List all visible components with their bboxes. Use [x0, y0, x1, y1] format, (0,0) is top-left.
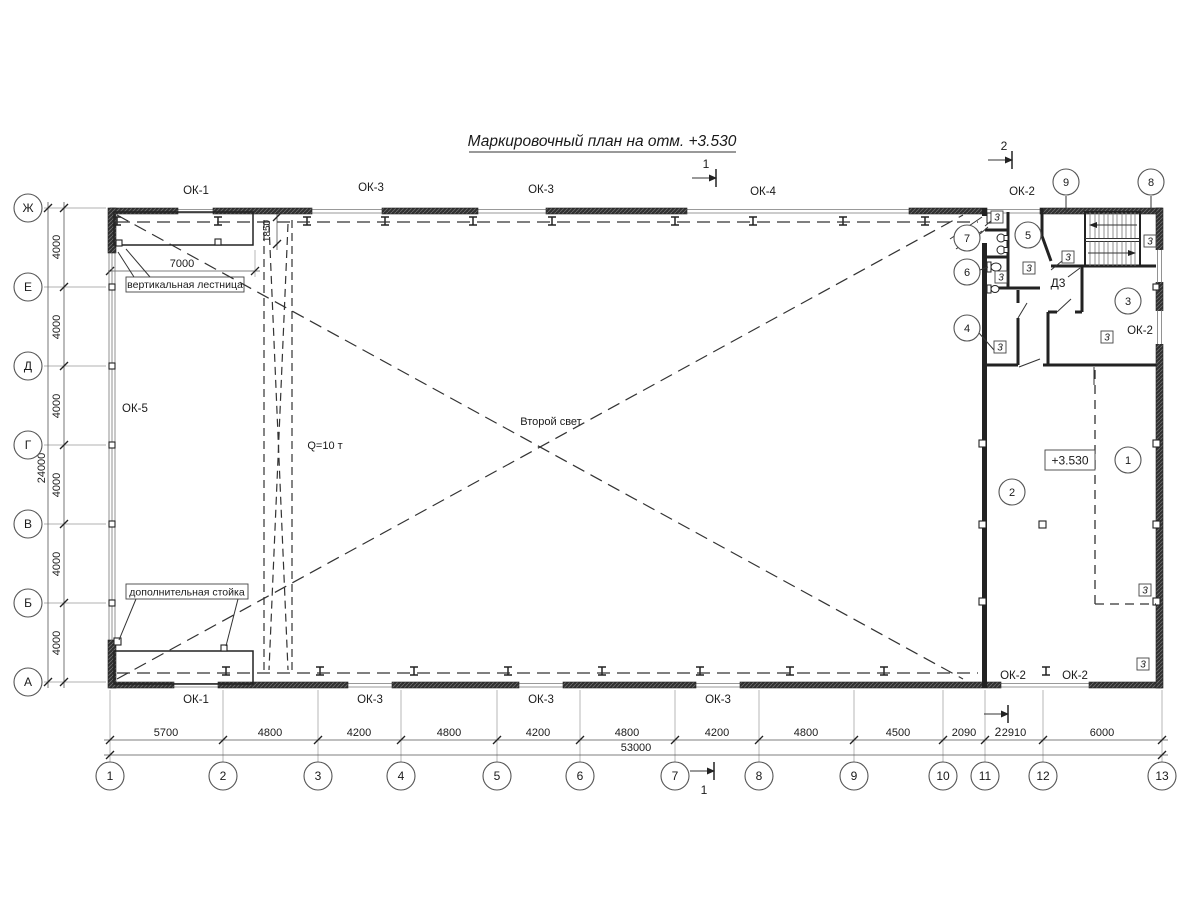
- dim-4800: 4800: [257, 727, 283, 739]
- window-label-ok1-top: ОК-1: [183, 185, 209, 197]
- i-beam-columns-bottom: [222, 667, 1050, 675]
- sink-icon: [987, 285, 991, 293]
- window-label-ok3-top: ОК-3: [358, 182, 384, 194]
- dim-labels-bottom: [154, 727, 1114, 754]
- axis-1: 1: [106, 769, 114, 783]
- dim-4800: 4800: [793, 727, 819, 739]
- window-label-ok2-right: ОК-2: [1127, 325, 1153, 337]
- axis-9: 9: [850, 769, 858, 783]
- title-block: [468, 133, 737, 152]
- window-label-ok2-top: ОК-2: [1009, 186, 1035, 198]
- dim-2090: 2090: [951, 727, 977, 739]
- window-label-ok1-bottom: ОК-1: [183, 694, 209, 706]
- panel-mark-3: 3: [1147, 236, 1153, 248]
- section-1-label: 1: [702, 157, 710, 171]
- hall-dashed-lines: [117, 215, 978, 679]
- axis-bubbles-bottom: [96, 762, 1176, 790]
- axis-10: 10: [936, 769, 950, 783]
- elevation-label: +3.530: [1051, 453, 1089, 468]
- elevation-mark: [1045, 450, 1095, 470]
- axis-13: 13: [1155, 769, 1169, 783]
- axis-3: 3: [314, 769, 322, 783]
- axis-5: 5: [493, 769, 501, 783]
- window-label-ok5-left: ОК-5: [122, 403, 148, 415]
- position-5: 5: [1024, 230, 1032, 242]
- door-mark-label: Д3: [1050, 276, 1066, 290]
- axis-8: 8: [755, 769, 763, 783]
- dim-total-24000: 24000: [36, 452, 48, 484]
- section-2-label: 2: [994, 725, 1002, 739]
- dim-1850: [262, 213, 281, 250]
- panel-mark-3: 3: [1065, 252, 1071, 264]
- panel-mark-3: 3: [998, 272, 1004, 284]
- extra-post-label: дополнительная стойка: [129, 586, 245, 599]
- axis-6: 6: [576, 769, 584, 783]
- axis-11: 11: [978, 769, 992, 783]
- staircase: [1085, 212, 1140, 266]
- panel-mark-3: 3: [1104, 332, 1110, 344]
- dim-total-53000: 53000: [620, 742, 652, 754]
- position-8: 8: [1147, 177, 1155, 189]
- axis-bubbles-left: [14, 194, 42, 696]
- wall-posts: [109, 284, 1160, 606]
- window-label-ok4-top: ОК-4: [750, 186, 776, 198]
- window-label-ok2-bottom: ОК-2: [1000, 670, 1026, 682]
- crane-runway: [264, 220, 292, 673]
- page-title: Маркировочный план на отм. +3.530: [467, 133, 737, 150]
- dim-4000: 4000: [51, 551, 63, 577]
- dim-5700: 5700: [153, 727, 179, 739]
- panel-mark-3: 3: [994, 212, 1000, 224]
- window-label-ok3-bottom: ОК-3: [357, 694, 383, 706]
- position-9: 9: [1062, 177, 1070, 189]
- panel-marks: [985, 211, 1156, 671]
- columns: [109, 217, 1160, 675]
- dim-4200: 4200: [525, 727, 551, 739]
- dim-4200: 4200: [346, 727, 372, 739]
- axis-2: 2: [219, 769, 227, 783]
- position-2: 2: [1008, 487, 1016, 499]
- axis-4: 4: [397, 769, 405, 783]
- window-label-ok2-bottom: ОК-2: [1062, 670, 1088, 682]
- second-light-label: Второй свет: [520, 416, 582, 428]
- vertical-ladder-callout: [118, 249, 244, 292]
- dim-4000: 4000: [51, 234, 63, 260]
- axis-g: Г: [24, 438, 32, 452]
- vertical-ladder-label: вертикальная лестница: [127, 279, 243, 291]
- extra-post-callout: [119, 584, 248, 646]
- window-labels: [122, 182, 1153, 706]
- right-block: [985, 208, 1156, 604]
- axis-e: Е: [23, 280, 33, 294]
- section-1-label: 1: [700, 783, 708, 797]
- panel-mark-3: 3: [1142, 585, 1148, 597]
- position-1: 1: [1124, 455, 1132, 467]
- dim-4000: 4000: [51, 314, 63, 340]
- platforms: [114, 212, 253, 684]
- position-6: 6: [963, 267, 971, 279]
- section-1-top: [692, 157, 717, 187]
- dim-1850-label: 1850: [262, 219, 273, 243]
- axis-d: Д: [23, 359, 33, 373]
- axis-12: 12: [1036, 769, 1050, 783]
- dim-4000: 4000: [51, 630, 63, 656]
- dim-6000: 6000: [1089, 727, 1115, 739]
- section-2-label: 2: [1000, 139, 1008, 153]
- dim-4500: 4500: [885, 727, 911, 739]
- crane-capacity-label: Q=10 т: [307, 440, 343, 452]
- axis-7: 7: [671, 769, 679, 783]
- dim-7000: [106, 250, 260, 277]
- dim-4200: 4200: [704, 727, 730, 739]
- position-4: 4: [963, 323, 971, 335]
- i-beam-columns-top: [113, 217, 929, 225]
- window-label-ok3-top: ОК-3: [528, 184, 554, 196]
- dim-4800: 4800: [614, 727, 640, 739]
- window-label-ok3-bottom: ОК-3: [528, 694, 554, 706]
- platform-top-left: [114, 212, 253, 245]
- section-2-top: [988, 139, 1013, 169]
- position-3: 3: [1124, 296, 1132, 308]
- axis-v: В: [23, 517, 33, 531]
- section-1-bottom: [690, 762, 715, 797]
- dim-4800: 4800: [436, 727, 462, 739]
- dim-4000: 4000: [51, 393, 63, 419]
- platform-bottom-left: [114, 651, 253, 684]
- dim-7000-label: 7000: [169, 258, 195, 270]
- panel-mark-3: 3: [1026, 263, 1032, 275]
- axis-a: А: [23, 675, 33, 689]
- dim-2910: 2910: [1001, 727, 1027, 739]
- dim-4000: 4000: [51, 472, 63, 498]
- window-label-ok3-bottom: ОК-3: [705, 694, 731, 706]
- position-7: 7: [963, 233, 971, 245]
- panel-mark-3: 3: [1140, 659, 1146, 671]
- axis-b: Б: [24, 596, 32, 610]
- axis-zh: Ж: [22, 201, 34, 215]
- panel-mark-3: 3: [997, 342, 1003, 354]
